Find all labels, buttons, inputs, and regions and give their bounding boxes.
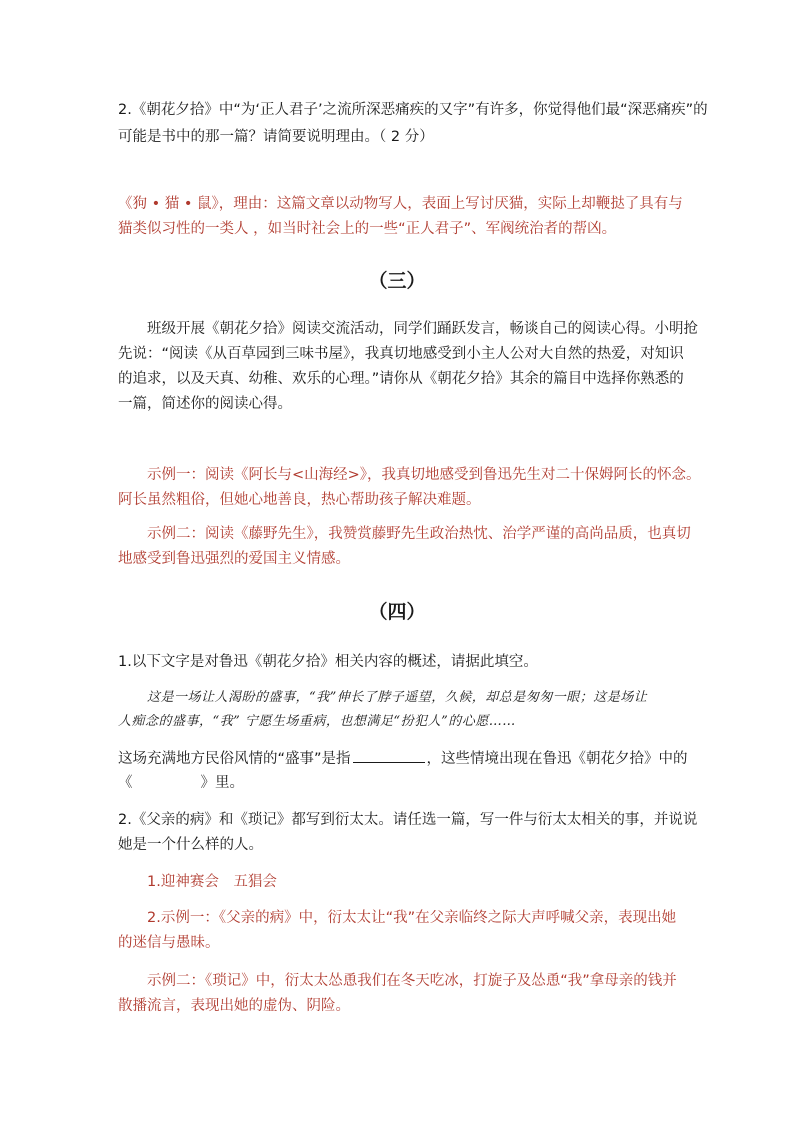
fill-blank-line-2: [118, 773, 678, 793]
answer-blank[interactable]: [353, 748, 425, 763]
section-3-prompt-line-2: 先说：“阅读《从百草园到三味书屋》，我真切地感受到小主人公对大自然的热爱，对知识: [118, 346, 684, 362]
section-3-prompt-line-4: 一篇，简述你的阅读心得。: [118, 396, 292, 412]
question-2-line-2: 可能是书中的那一篇？请简要说明理由。（ 2 分）: [118, 129, 434, 145]
quote-line-1: 这是一场让人渴盼的盛事，“我”伸长了脖子遥望，久候，却总是匆匆一眼；这是场让: [147, 690, 648, 705]
fill-text-b: ，这些情境出现在鲁迅《朝花夕拾》中的: [426, 751, 688, 767]
example-1-line-1: 示例一：阅读《阿长与<山海经>》，我真切地感受到鲁迅先生对二十保姆阿长的怀念。: [147, 467, 701, 483]
fill-text-c: 《: [118, 775, 133, 791]
answer-4-2-line-2: 的迷信与愚昧。: [118, 935, 220, 951]
example-1-line-2: 阿长虽然粗俗，但她心地善良，热心帮助孩子解决难题。: [118, 492, 481, 508]
question-4-1: 1.以下文字是对鲁迅《朝花夕拾》相关内容的概述，请据此填空。: [118, 654, 538, 670]
answer-4-3-line-1: 示例二：《琐记》中，衍太太怂恿我们在冬天吃冰，打旋子及怂恿“我”拿母亲的钱并: [147, 973, 677, 989]
answer-2-line-2: 猫类似习性的一类人 ，如当时社会上的一些“正人君子”、军阀统治者的帮凶。: [118, 221, 617, 237]
answer-4-1: 1.迎神赛会 五猖会: [147, 874, 277, 890]
fill-text-a: 这场充满地方民俗风情的“盛事”是指: [118, 751, 351, 767]
example-2-line-2: 地感受到鲁迅强烈的爱国主义情感。: [118, 551, 350, 567]
answer-2-line-1: 《狗 • 猫 • 鼠》，理由：这篇文章以动物写人，表面上写讨厌猫，实际上却鞭挞了具有与: [118, 196, 683, 212]
quote-line-2: 人痴念的盛事，“我” 宁愿生场重病，也想满足“扮犯人”的心愿……: [118, 714, 516, 729]
answer-4-2-line-1: 2.示例一：《父亲的病》中，衍太太让“我”在父亲临终之际大声呼喊父亲，表现出她: [147, 910, 677, 926]
question-4-2-line-1: 2.《父亲的病》和《琐记》都写到衍太太。请任选一篇，写一件与衍太太相关的事，并说说: [118, 812, 698, 828]
section-4-heading: （四）: [368, 601, 426, 623]
question-2-line-1: 2.《朝花夕拾》中“为‘正人君子’之流所深恶痛疾的又字”有许多，你觉得他们最“深恶痛疾”的: [118, 102, 708, 118]
section-3-prompt-line-3: 的追求，以及天真、幼稚、欢乐的心理。”请你从《朝花夕拾》其余的篇目中选择你熟悉的: [118, 371, 684, 387]
section-3-heading: （三）: [368, 270, 426, 292]
fill-text-d: 》里。: [200, 775, 244, 791]
answer-4-3-line-2: 散播流言，表现出她的虚伪、阴险。: [118, 998, 350, 1014]
question-4-2-line-2: 她是一个什么样的人。: [118, 837, 263, 853]
fill-blank-line-1: [118, 748, 688, 769]
section-3-prompt-line-1: 班级开展《朝花夕拾》阅读交流活动，同学们踊跃发言，畅谈自己的阅读心得。小明抢: [147, 321, 698, 337]
example-2-line-1: 示例二：阅读《藤野先生》，我赞赏藤野先生政治热忱、治学严谨的高尚品质，也真切: [147, 526, 691, 542]
